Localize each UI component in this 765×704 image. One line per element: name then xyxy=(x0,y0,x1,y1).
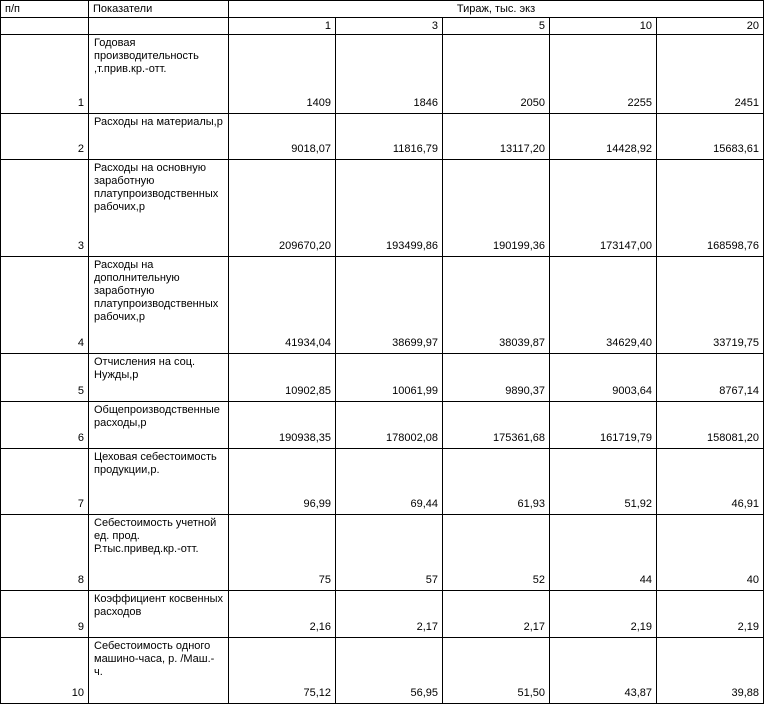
row-index-value: 5 xyxy=(77,385,84,397)
row-value-cell xyxy=(336,160,443,257)
row-value: 168598,76 xyxy=(707,240,760,252)
run-value-label: 3 xyxy=(431,20,438,32)
row-value-cell xyxy=(657,449,764,515)
row-index-cell xyxy=(1,638,89,704)
row-index-cell xyxy=(1,114,89,160)
row-value: 193499,86 xyxy=(386,240,438,252)
row-value: 75,12 xyxy=(303,687,331,699)
row-value: 2451 xyxy=(734,97,760,109)
row-name-value: Расходы на основную заработную платупроизводственных рабочих,р xyxy=(94,162,219,213)
table-row xyxy=(1,114,764,160)
row-value: 173147,00 xyxy=(600,240,652,252)
row-value-cell xyxy=(336,449,443,515)
row-value: 190199,36 xyxy=(493,240,545,252)
subheader-cell-run-value xyxy=(336,18,443,35)
row-value: 2255 xyxy=(627,97,652,109)
row-value-cell xyxy=(336,591,443,638)
header-cell-run xyxy=(229,1,764,18)
table-row xyxy=(1,160,764,257)
row-name-cell xyxy=(89,354,229,402)
row-index-value: 2 xyxy=(77,143,84,155)
row-value-cell xyxy=(336,354,443,402)
row-index-cell xyxy=(1,402,89,449)
header-run-label: Тираж, тыс. экз xyxy=(456,3,536,15)
row-value-cell xyxy=(229,449,336,515)
row-value: 14428,92 xyxy=(606,143,652,155)
row-value: 1409 xyxy=(306,97,331,109)
row-value: 11816,79 xyxy=(392,143,438,155)
row-value: 38039,87 xyxy=(499,337,545,349)
row-index-value: 9 xyxy=(77,621,84,633)
row-value-cell xyxy=(657,160,764,257)
row-value-cell xyxy=(550,591,657,638)
row-value: 39,88 xyxy=(731,687,760,699)
row-value-cell xyxy=(443,449,550,515)
row-value: 69,44 xyxy=(410,498,438,510)
row-value: 175361,68 xyxy=(493,432,545,444)
row-name-value: Общепроизводственные расходы,р xyxy=(94,404,220,429)
row-value-cell xyxy=(336,638,443,704)
row-name-cell xyxy=(89,402,229,449)
row-value-cell xyxy=(229,257,336,354)
row-value-cell xyxy=(229,354,336,402)
row-index-value: 6 xyxy=(77,432,84,444)
row-value-cell xyxy=(443,354,550,402)
row-value-cell xyxy=(229,35,336,114)
row-value: 2,16 xyxy=(309,621,331,633)
row-value: 51,50 xyxy=(517,687,545,699)
row-value: 38699,97 xyxy=(392,337,438,349)
table-row xyxy=(1,515,764,591)
subheader-cell-name xyxy=(89,18,229,35)
row-name-cell xyxy=(89,35,229,114)
row-name-cell xyxy=(89,449,229,515)
run-value-label: 5 xyxy=(538,20,545,32)
subheader-cell-index xyxy=(1,18,89,35)
table-subheader-row xyxy=(1,18,764,35)
row-value-cell xyxy=(336,257,443,354)
row-value-cell xyxy=(550,638,657,704)
row-value-cell xyxy=(336,114,443,160)
subheader-cell-run-value xyxy=(229,18,336,35)
row-value-cell xyxy=(550,515,657,591)
row-value: 2,19 xyxy=(737,621,760,633)
row-value: 61,93 xyxy=(517,498,545,510)
row-value-cell xyxy=(229,638,336,704)
row-value-cell xyxy=(657,114,764,160)
row-index-cell xyxy=(1,591,89,638)
run-value-label: 1 xyxy=(324,20,331,32)
row-value: 8767,14 xyxy=(719,385,760,397)
row-name-value: Отчисления на соц. Нужды,р xyxy=(94,356,196,381)
row-name-value: Годовая производительность ,т.прив.кр.-отт. xyxy=(94,37,199,75)
row-name-cell xyxy=(89,638,229,704)
row-value-cell xyxy=(229,160,336,257)
row-index-value: 3 xyxy=(77,240,84,252)
row-name-value: Цеховая себестоимость продукции,р. xyxy=(94,451,217,476)
row-name-value: Расходы на материалы,р xyxy=(94,116,223,128)
row-value: 41934,04 xyxy=(285,337,331,349)
row-index-cell xyxy=(1,515,89,591)
row-value-cell xyxy=(443,114,550,160)
row-index-cell xyxy=(1,449,89,515)
row-value-cell xyxy=(550,160,657,257)
row-name-value: Себестоимость учетной ед. прод. Р.тыс.привед.кр.-отт. xyxy=(94,517,217,555)
row-value: 96,99 xyxy=(303,498,331,510)
row-value-cell xyxy=(657,402,764,449)
row-value-cell xyxy=(443,515,550,591)
table-row xyxy=(1,35,764,114)
row-value: 158081,20 xyxy=(707,432,760,444)
row-value: 13117,20 xyxy=(499,143,545,155)
row-name-value: Себестоимость одного машино-часа, р. /Маш.- ч. xyxy=(94,640,215,678)
row-index-value: 10 xyxy=(71,687,84,699)
row-index-value: 7 xyxy=(77,498,84,510)
row-value: 40 xyxy=(746,574,760,586)
row-value: 9890,37 xyxy=(505,385,545,397)
row-value-cell xyxy=(443,257,550,354)
row-value-cell xyxy=(550,449,657,515)
row-value-cell xyxy=(336,402,443,449)
table-row xyxy=(1,638,764,704)
row-value-cell xyxy=(336,35,443,114)
row-name-value: Коэффициент косвенных расходов xyxy=(94,593,224,618)
row-value-cell xyxy=(657,638,764,704)
row-value: 51,92 xyxy=(624,498,652,510)
row-value-cell xyxy=(229,515,336,591)
run-value-label: 10 xyxy=(639,20,652,32)
row-value-cell xyxy=(336,515,443,591)
row-index-cell xyxy=(1,257,89,354)
row-value: 2,17 xyxy=(416,621,438,633)
row-value-cell xyxy=(550,402,657,449)
header-name-label: Показатели xyxy=(93,3,153,15)
row-value: 43,87 xyxy=(624,687,652,699)
row-value-cell xyxy=(443,35,550,114)
row-value-cell xyxy=(443,591,550,638)
row-value-cell xyxy=(443,402,550,449)
row-name-cell xyxy=(89,114,229,160)
row-value-cell xyxy=(229,591,336,638)
run-value-label: 20 xyxy=(746,20,760,32)
subheader-cell-run-value xyxy=(657,18,764,35)
row-value-cell xyxy=(229,114,336,160)
header-cell-index xyxy=(1,1,89,18)
row-value: 44 xyxy=(639,574,652,586)
row-value: 2050 xyxy=(520,97,545,109)
row-value: 56,95 xyxy=(410,687,438,699)
row-value-cell xyxy=(443,638,550,704)
row-value: 10061,99 xyxy=(392,385,438,397)
header-cell-name xyxy=(89,1,229,18)
row-name-value: Расходы на дополнительную заработную платупроизводственных рабочих,р xyxy=(94,259,219,323)
table-row xyxy=(1,449,764,515)
row-value-cell xyxy=(657,257,764,354)
row-index-cell xyxy=(1,160,89,257)
row-index-cell xyxy=(1,35,89,114)
table-row xyxy=(1,257,764,354)
row-index-cell xyxy=(1,354,89,402)
subheader-cell-run-value xyxy=(443,18,550,35)
row-value: 209670,20 xyxy=(279,240,331,252)
row-value: 46,91 xyxy=(731,498,760,510)
row-value: 1846 xyxy=(413,97,438,109)
row-value: 10902,85 xyxy=(285,385,331,397)
row-value-cell xyxy=(550,354,657,402)
row-index-value: 8 xyxy=(77,574,84,586)
table-row xyxy=(1,402,764,449)
row-name-cell xyxy=(89,515,229,591)
row-index-value: 1 xyxy=(77,97,84,109)
row-value: 190938,35 xyxy=(279,432,331,444)
row-name-cell xyxy=(89,257,229,354)
row-value-cell xyxy=(657,591,764,638)
row-value: 178002,08 xyxy=(386,432,438,444)
row-value: 15683,61 xyxy=(713,143,760,155)
row-value-cell xyxy=(657,354,764,402)
table-header-row xyxy=(1,1,764,18)
row-value: 57 xyxy=(425,574,438,586)
table-row xyxy=(1,591,764,638)
row-value-cell xyxy=(550,35,657,114)
row-name-cell xyxy=(89,591,229,638)
row-value-cell xyxy=(229,402,336,449)
row-value: 161719,79 xyxy=(600,432,652,444)
row-value: 9018,07 xyxy=(291,143,331,155)
row-name-cell xyxy=(89,160,229,257)
row-value: 34629,40 xyxy=(606,337,652,349)
row-value-cell xyxy=(443,160,550,257)
row-value: 2,19 xyxy=(630,621,652,633)
row-value: 9003,64 xyxy=(612,385,652,397)
row-value-cell xyxy=(657,515,764,591)
row-value: 2,17 xyxy=(523,621,545,633)
header-index-label: п/п xyxy=(5,3,20,15)
row-value: 75 xyxy=(318,574,331,586)
table-row xyxy=(1,354,764,402)
row-value: 33719,75 xyxy=(713,337,760,349)
row-value: 52 xyxy=(532,574,545,586)
row-value-cell xyxy=(550,114,657,160)
subheader-cell-run-value xyxy=(550,18,657,35)
row-value-cell xyxy=(657,35,764,114)
row-value-cell xyxy=(550,257,657,354)
row-index-value: 4 xyxy=(77,337,84,349)
